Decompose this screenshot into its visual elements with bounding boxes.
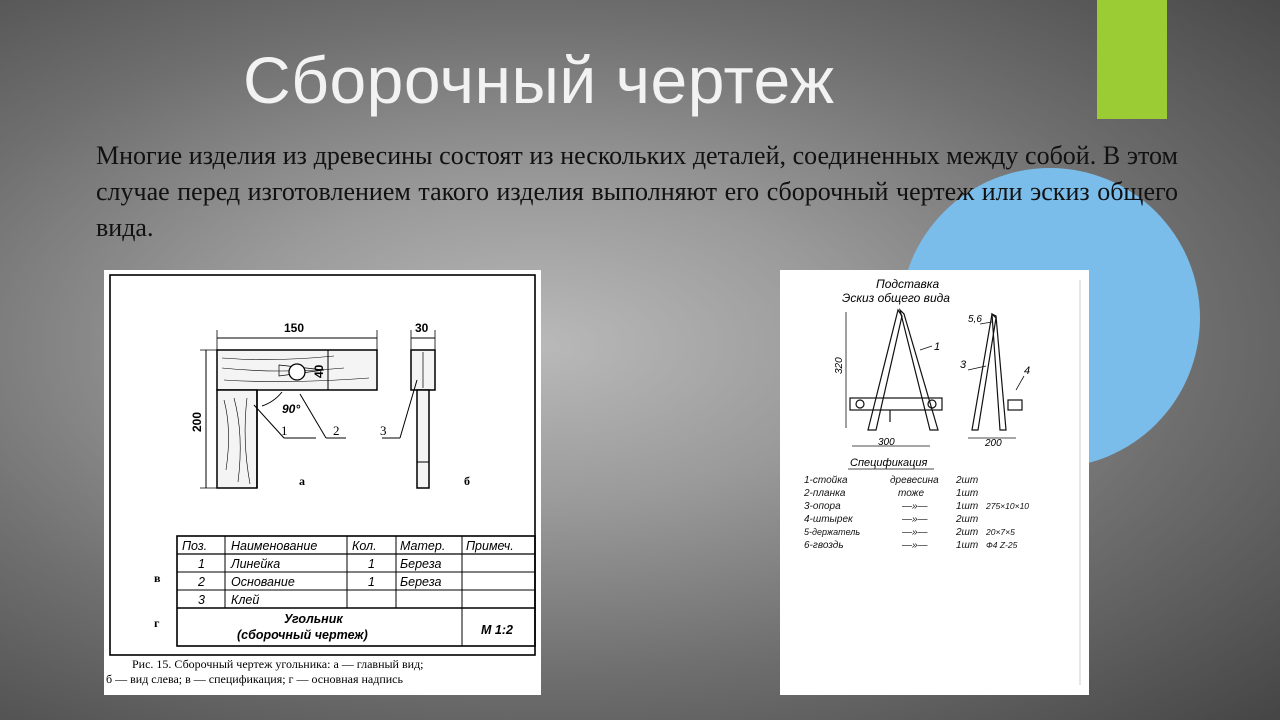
sketch-spec-heading: Спецификация	[850, 457, 928, 469]
sketch-dim-front: 300	[878, 437, 895, 448]
sketch-spec-row5-qty: 2шт	[956, 527, 979, 538]
drawing-frame	[110, 275, 535, 655]
sketch-spec-row6-mat: —»—	[902, 540, 928, 551]
sketch-title: Подставка	[876, 277, 940, 291]
stand-side-view	[968, 314, 1024, 438]
sketch-spec-row2-mat: тоже	[898, 488, 925, 499]
assembly-drawing-svg	[104, 270, 541, 695]
sketch-spec-row3-mat: —»—	[902, 501, 928, 512]
spec-header-pos: Поз.	[182, 539, 208, 553]
sketch-spec-row6-item: 6-гвоздь	[804, 540, 844, 551]
spec-row1-name: Линейка	[231, 557, 281, 571]
spec-title-line1: Угольник	[284, 612, 343, 626]
sketch-spec-row3-qty: 1шт	[956, 501, 979, 512]
spec-row3-pos: 3	[198, 593, 205, 607]
spec-title-line2: (сборочный чертеж)	[237, 628, 368, 642]
sketch-spec-row4-mat: —»—	[902, 514, 928, 525]
sketch-spec-row4-item: 4-штырек	[804, 514, 853, 525]
view-label-b: б	[464, 474, 470, 488]
dim-side-label: 30	[415, 321, 429, 335]
sketch-spec-row5-mat: —»—	[902, 527, 928, 538]
sketch-callout-1: 1	[934, 341, 941, 353]
callout-2: 2	[333, 423, 340, 438]
sketch-spec-row2-item: 2-планка	[804, 488, 846, 499]
spec-header-name: Наименование	[231, 539, 318, 553]
dim-height-label: 200	[190, 411, 204, 432]
spec-row1-pos: 1	[198, 557, 205, 571]
spec-header-mat: Матер.	[400, 539, 446, 553]
figure-caption-line2: б — вид слева; в — спецификация; г — основная надпись	[106, 672, 403, 686]
sketch-callout-3: 3	[960, 359, 967, 371]
sketch-spec-row2-qty: 1шт	[956, 488, 979, 499]
callout-1: 1	[281, 423, 288, 438]
spec-scale: М 1:2	[481, 623, 513, 637]
spec-row1-mat: Береза	[400, 557, 442, 571]
stand-front-view	[846, 310, 942, 446]
stand-sketch-figure	[780, 270, 1089, 695]
sketch-spec-row5-item: 5-держатель	[804, 527, 861, 537]
sketch-dim-thickness: 5,6	[968, 314, 982, 325]
stand-sketch-svg	[780, 270, 1089, 695]
sketch-dim-side: 200	[985, 438, 1002, 449]
view-label-a: а	[299, 474, 305, 488]
sketch-spec-row1-mat: древесина	[890, 475, 939, 486]
view-label-v: в	[154, 571, 161, 585]
sketch-spec-row1-qty: 2шт	[956, 475, 979, 486]
view-label-g: г	[154, 616, 160, 630]
spec-row2-mat: Береза	[400, 575, 442, 589]
sketch-spec-row1-item: 1-стойка	[804, 475, 848, 486]
spec-row3-name: Клей	[231, 593, 260, 607]
sketch-spec-row5-size: 20×7×5	[986, 527, 1015, 537]
dim-width-label: 150	[284, 321, 305, 335]
spec-header-note: Примеч.	[466, 539, 514, 553]
spec-row1-qty: 1	[368, 557, 375, 571]
callout-3: 3	[380, 423, 387, 438]
spec-row2-name: Основание	[231, 575, 295, 589]
sketch-dim-height: 320	[834, 357, 845, 374]
sketch-spec-row6-qty: 1шт	[956, 540, 979, 551]
sketch-spec-row3-item: 3-опора	[804, 501, 841, 512]
spec-row2-qty: 1	[368, 575, 375, 589]
figure-caption-line1: Рис. 15. Сборочный чертеж угольника: а — главный вид;	[132, 657, 424, 671]
spec-header-qty: Кол.	[352, 539, 377, 553]
slide-title: Сборочный чертеж	[243, 43, 835, 117]
accent-bar	[1097, 0, 1167, 119]
dim-thickness-label: 40	[312, 364, 326, 378]
sketch-spec-row3-size: 275×10×10	[986, 501, 1030, 511]
sketch-spec-row4-qty: 2шт	[956, 514, 979, 525]
spec-row2-pos: 2	[198, 575, 205, 589]
sketch-callout-4: 4	[1024, 365, 1031, 377]
sketch-spec-row6-size: Ф4 Z-25	[986, 540, 1018, 550]
assembly-drawing-figure	[104, 270, 541, 695]
slide-body-text: Многие изделия из древесины состоят из нескольких деталей, соединенных между собой. В этом случае перед изготовлением такого изделия выполняют его сборочный чертеж или эскиз общего вида.	[96, 141, 1178, 242]
sketch-subtitle: Эскиз общего вида	[842, 291, 950, 305]
dim-angle-label: 90°	[282, 402, 301, 416]
side-view	[382, 330, 435, 488]
